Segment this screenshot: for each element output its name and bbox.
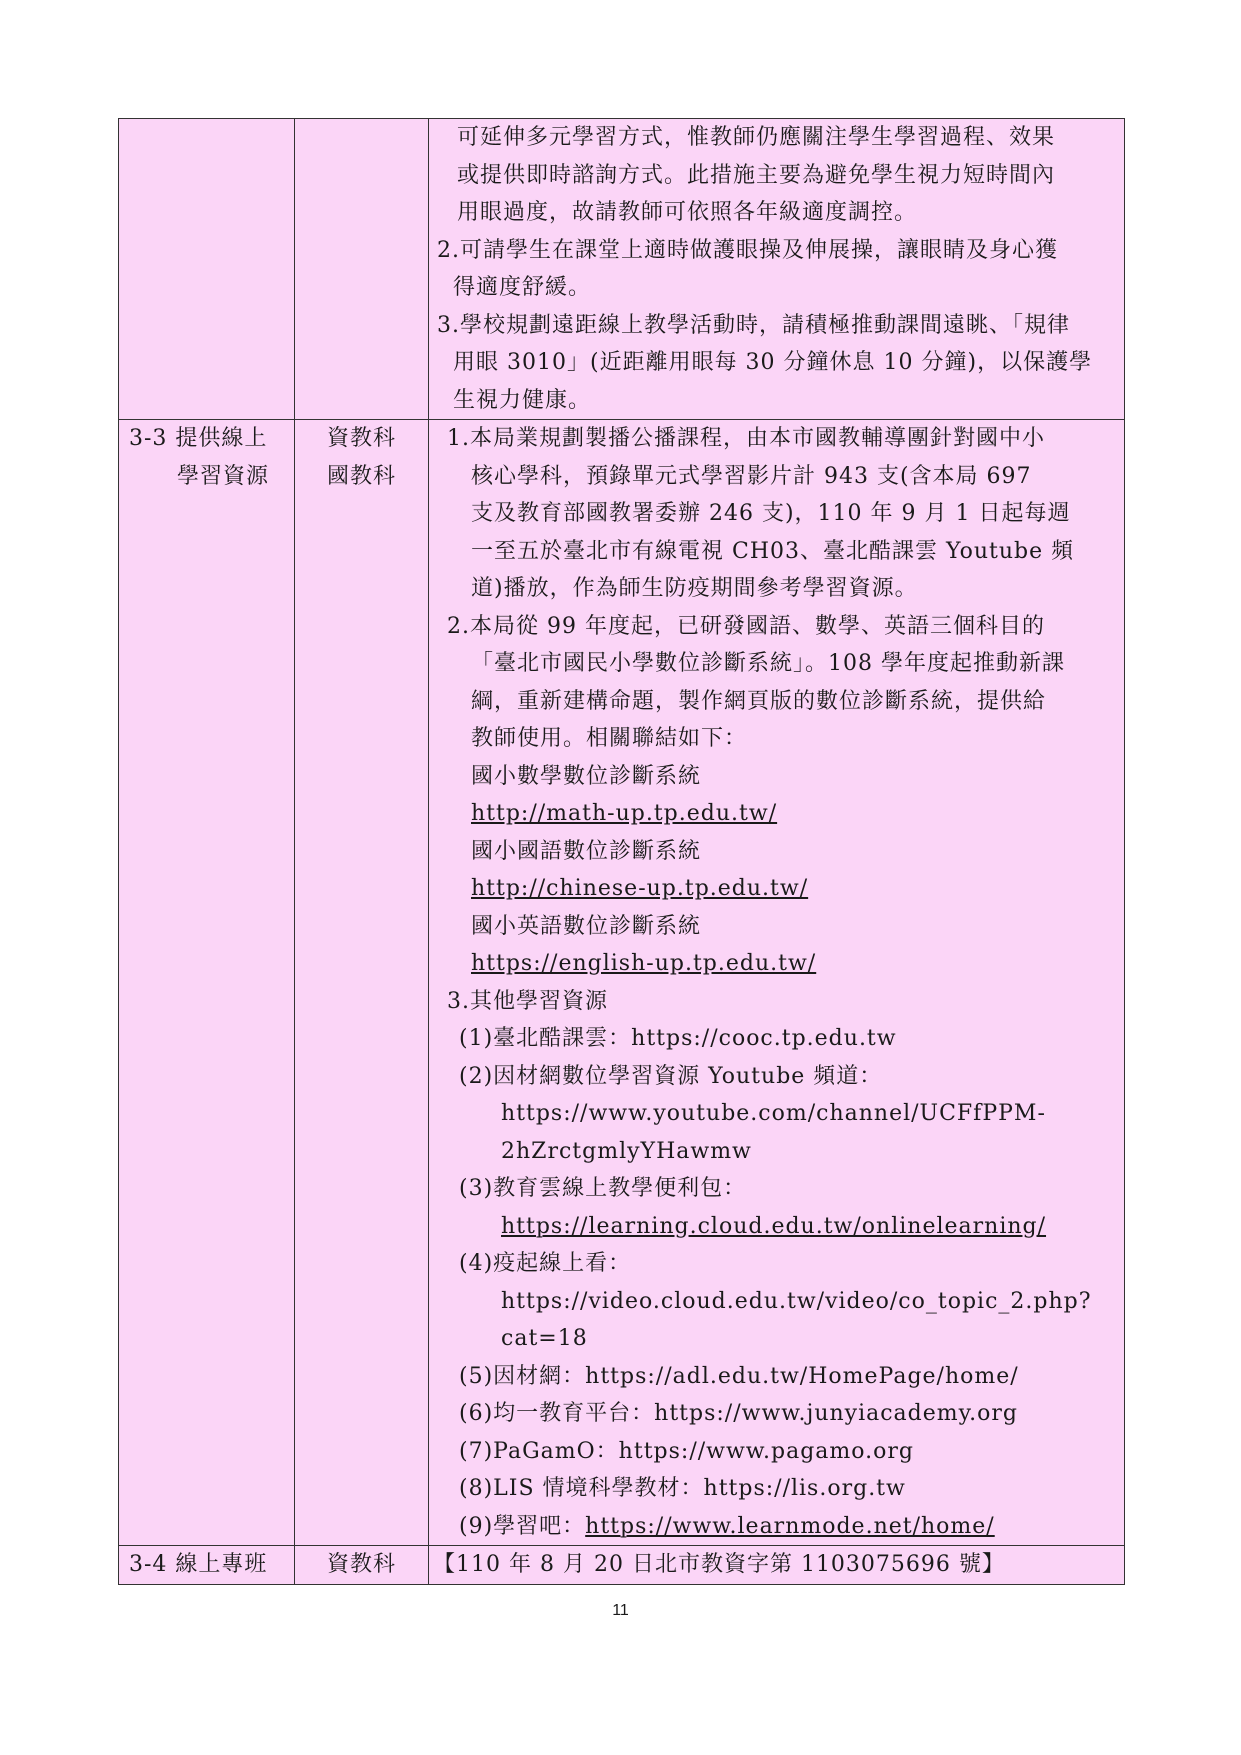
item-title-line: 3-3 提供線上 <box>129 426 268 451</box>
content-text: 道)播放，作為師生防疫期間參考學習資源。 <box>471 576 918 601</box>
content-line <box>429 833 1124 871</box>
content-text: 「臺北市國民小學數位診斷系統」。108 學年度起推動新課 <box>471 651 1065 676</box>
table-row <box>119 1546 1125 1585</box>
content-text: (9)學習吧： <box>459 1513 586 1539</box>
content-line <box>429 1283 1124 1321</box>
content-text: cat=18 <box>501 1326 588 1351</box>
resource-link[interactable]: https://www.learnmode.net/home/ <box>585 1513 995 1539</box>
page-number: 11 <box>612 1602 629 1619</box>
resource-link[interactable]: https://learning.cloud.edu.tw/onlinelearning/ <box>501 1213 1047 1239</box>
content-line <box>429 1020 1124 1058</box>
content-text: (2)因材網數位學習資源 Youtube 頻道： <box>459 1063 883 1089</box>
content-line <box>429 908 1124 946</box>
content-line <box>429 720 1124 758</box>
content-text: 國小數學數位診斷系統 <box>471 763 702 789</box>
content-line <box>429 1058 1124 1096</box>
content-text: (4)疫起線上看： <box>459 1251 632 1276</box>
content-line <box>429 157 1124 195</box>
content-text: 核心學科，預錄單元式學習影片計 943 支(含本局 697 <box>471 463 1032 489</box>
content-line <box>429 232 1124 270</box>
table-row <box>119 420 1125 1546</box>
content-cell <box>429 119 1125 420</box>
content-line <box>429 795 1124 833</box>
content-line <box>429 119 1124 157</box>
content-text: (5)因材網：https://adl.edu.tw/HomePage/home/ <box>459 1363 1019 1389</box>
department-cell <box>295 119 429 420</box>
content-text: (3)教育雲線上教學便利包： <box>459 1176 747 1201</box>
content-line <box>429 1470 1124 1508</box>
content-text: 【110 年 8 月 20 日北市教資字第 1103075696 號】 <box>433 1552 1005 1577</box>
content-text: 綱，重新建構命題，製作網頁版的數位診斷系統，提供給 <box>471 688 1047 714</box>
document-table <box>118 118 1125 1585</box>
content-line <box>429 1133 1124 1171</box>
content-line <box>429 344 1124 382</box>
content-text: 可延伸多元學習方式，惟教師仍應關注學生學習過程、效果 <box>457 125 1056 150</box>
content-cell <box>429 1546 1125 1585</box>
content-text: 用眼 3010」(近距離用眼每 30 分鐘休息 10 分鐘)，以保護學 <box>453 350 1093 375</box>
content-line <box>429 983 1124 1021</box>
content-line <box>429 1358 1124 1396</box>
item-title-line: 學習資源 <box>177 463 270 489</box>
content-text: (7)PaGamO：https://www.pagamo.org <box>459 1438 914 1464</box>
content-line <box>429 307 1124 345</box>
content-line <box>429 533 1124 571</box>
resource-link[interactable]: http://math-up.tp.edu.tw/ <box>471 801 778 826</box>
content-line <box>429 1170 1124 1208</box>
content-line <box>429 758 1124 796</box>
content-text: (6)均一教育平台：https://www.junyiacademy.org <box>459 1401 1018 1426</box>
content-line <box>429 1320 1124 1358</box>
content-text: 2hZrctgmlyYHawmw <box>501 1138 752 1164</box>
content-line <box>429 269 1124 307</box>
content-text: 2.可請學生在課堂上適時做護眼操及伸展操，讓眼睛及身心獲 <box>437 237 1058 263</box>
item-title-line: 3-4 線上專班 <box>129 1552 268 1577</box>
department-line: 資教科 <box>326 426 396 451</box>
content-line <box>429 608 1124 646</box>
content-text: 用眼過度，故請教師可依照各年級適度調控。 <box>457 200 918 225</box>
content-line <box>429 1546 1124 1584</box>
content-text: https://www.youtube.com/channel/UCFfPPM- <box>501 1101 1046 1126</box>
content-line <box>429 194 1124 232</box>
content-text: 國小英語數位診斷系統 <box>471 913 702 939</box>
item-title-cell <box>119 119 295 420</box>
content-line <box>429 1508 1124 1546</box>
department-cell <box>295 420 429 1546</box>
content-line <box>429 495 1124 533</box>
content-text: https://video.cloud.edu.tw/video/co_topic_2.php? <box>501 1288 1092 1314</box>
content-line <box>429 570 1124 608</box>
content-text: (8)LIS 情境科學教材：https://lis.org.tw <box>459 1476 906 1501</box>
department-line: 資教科 <box>326 1552 396 1577</box>
table-row <box>119 119 1125 420</box>
content-line <box>429 1095 1124 1133</box>
content-cell <box>429 420 1125 1546</box>
content-line <box>429 870 1124 908</box>
content-text: 3.其他學習資源 <box>447 988 608 1014</box>
content-text: 教師使用。相關聯結如下： <box>471 726 748 751</box>
item-title-cell <box>119 420 295 1546</box>
content-line <box>429 645 1124 683</box>
content-text: (1)臺北酷課雲：https://cooc.tp.edu.tw <box>459 1026 897 1051</box>
content-text: 1.本局業規劃製播公播課程，由本市國教輔導團針對國中小 <box>447 426 1045 451</box>
content-text: 一至五於臺北市有線電視 CH03、臺北酷課雲 Youtube 頻 <box>471 538 1075 564</box>
content-line <box>429 1245 1124 1283</box>
content-text: 2.本局從 99 年度起，已研發國語、數學、英語三個科目的 <box>447 613 1045 639</box>
resource-link[interactable]: http://chinese-up.tp.edu.tw/ <box>471 876 809 901</box>
resource-link[interactable]: https://english-up.tp.edu.tw/ <box>471 951 817 976</box>
content-line <box>429 1208 1124 1246</box>
content-line <box>429 458 1124 496</box>
content-text: 3.學校規劃遠距線上教學活動時，請積極推動課間遠眺、「規律 <box>437 312 1070 338</box>
content-line <box>429 420 1124 458</box>
content-line <box>429 1433 1124 1471</box>
content-text: 生視力健康。 <box>453 387 592 413</box>
content-text: 得適度舒緩。 <box>453 275 592 300</box>
department-line: 國教科 <box>326 463 396 489</box>
content-text: 國小國語數位診斷系統 <box>471 838 702 864</box>
content-line <box>429 945 1124 983</box>
content-line <box>429 683 1124 721</box>
content-text: 支及教育部國教署委辦 246 支)，110 年 9 月 1 日起每週 <box>471 501 1071 526</box>
content-line <box>429 382 1124 420</box>
content-text: 或提供即時諮詢方式。此措施主要為避免學生視力短時間內 <box>457 162 1056 188</box>
content-line <box>429 1395 1124 1433</box>
department-cell <box>295 1546 429 1585</box>
item-title-cell <box>119 1546 295 1585</box>
